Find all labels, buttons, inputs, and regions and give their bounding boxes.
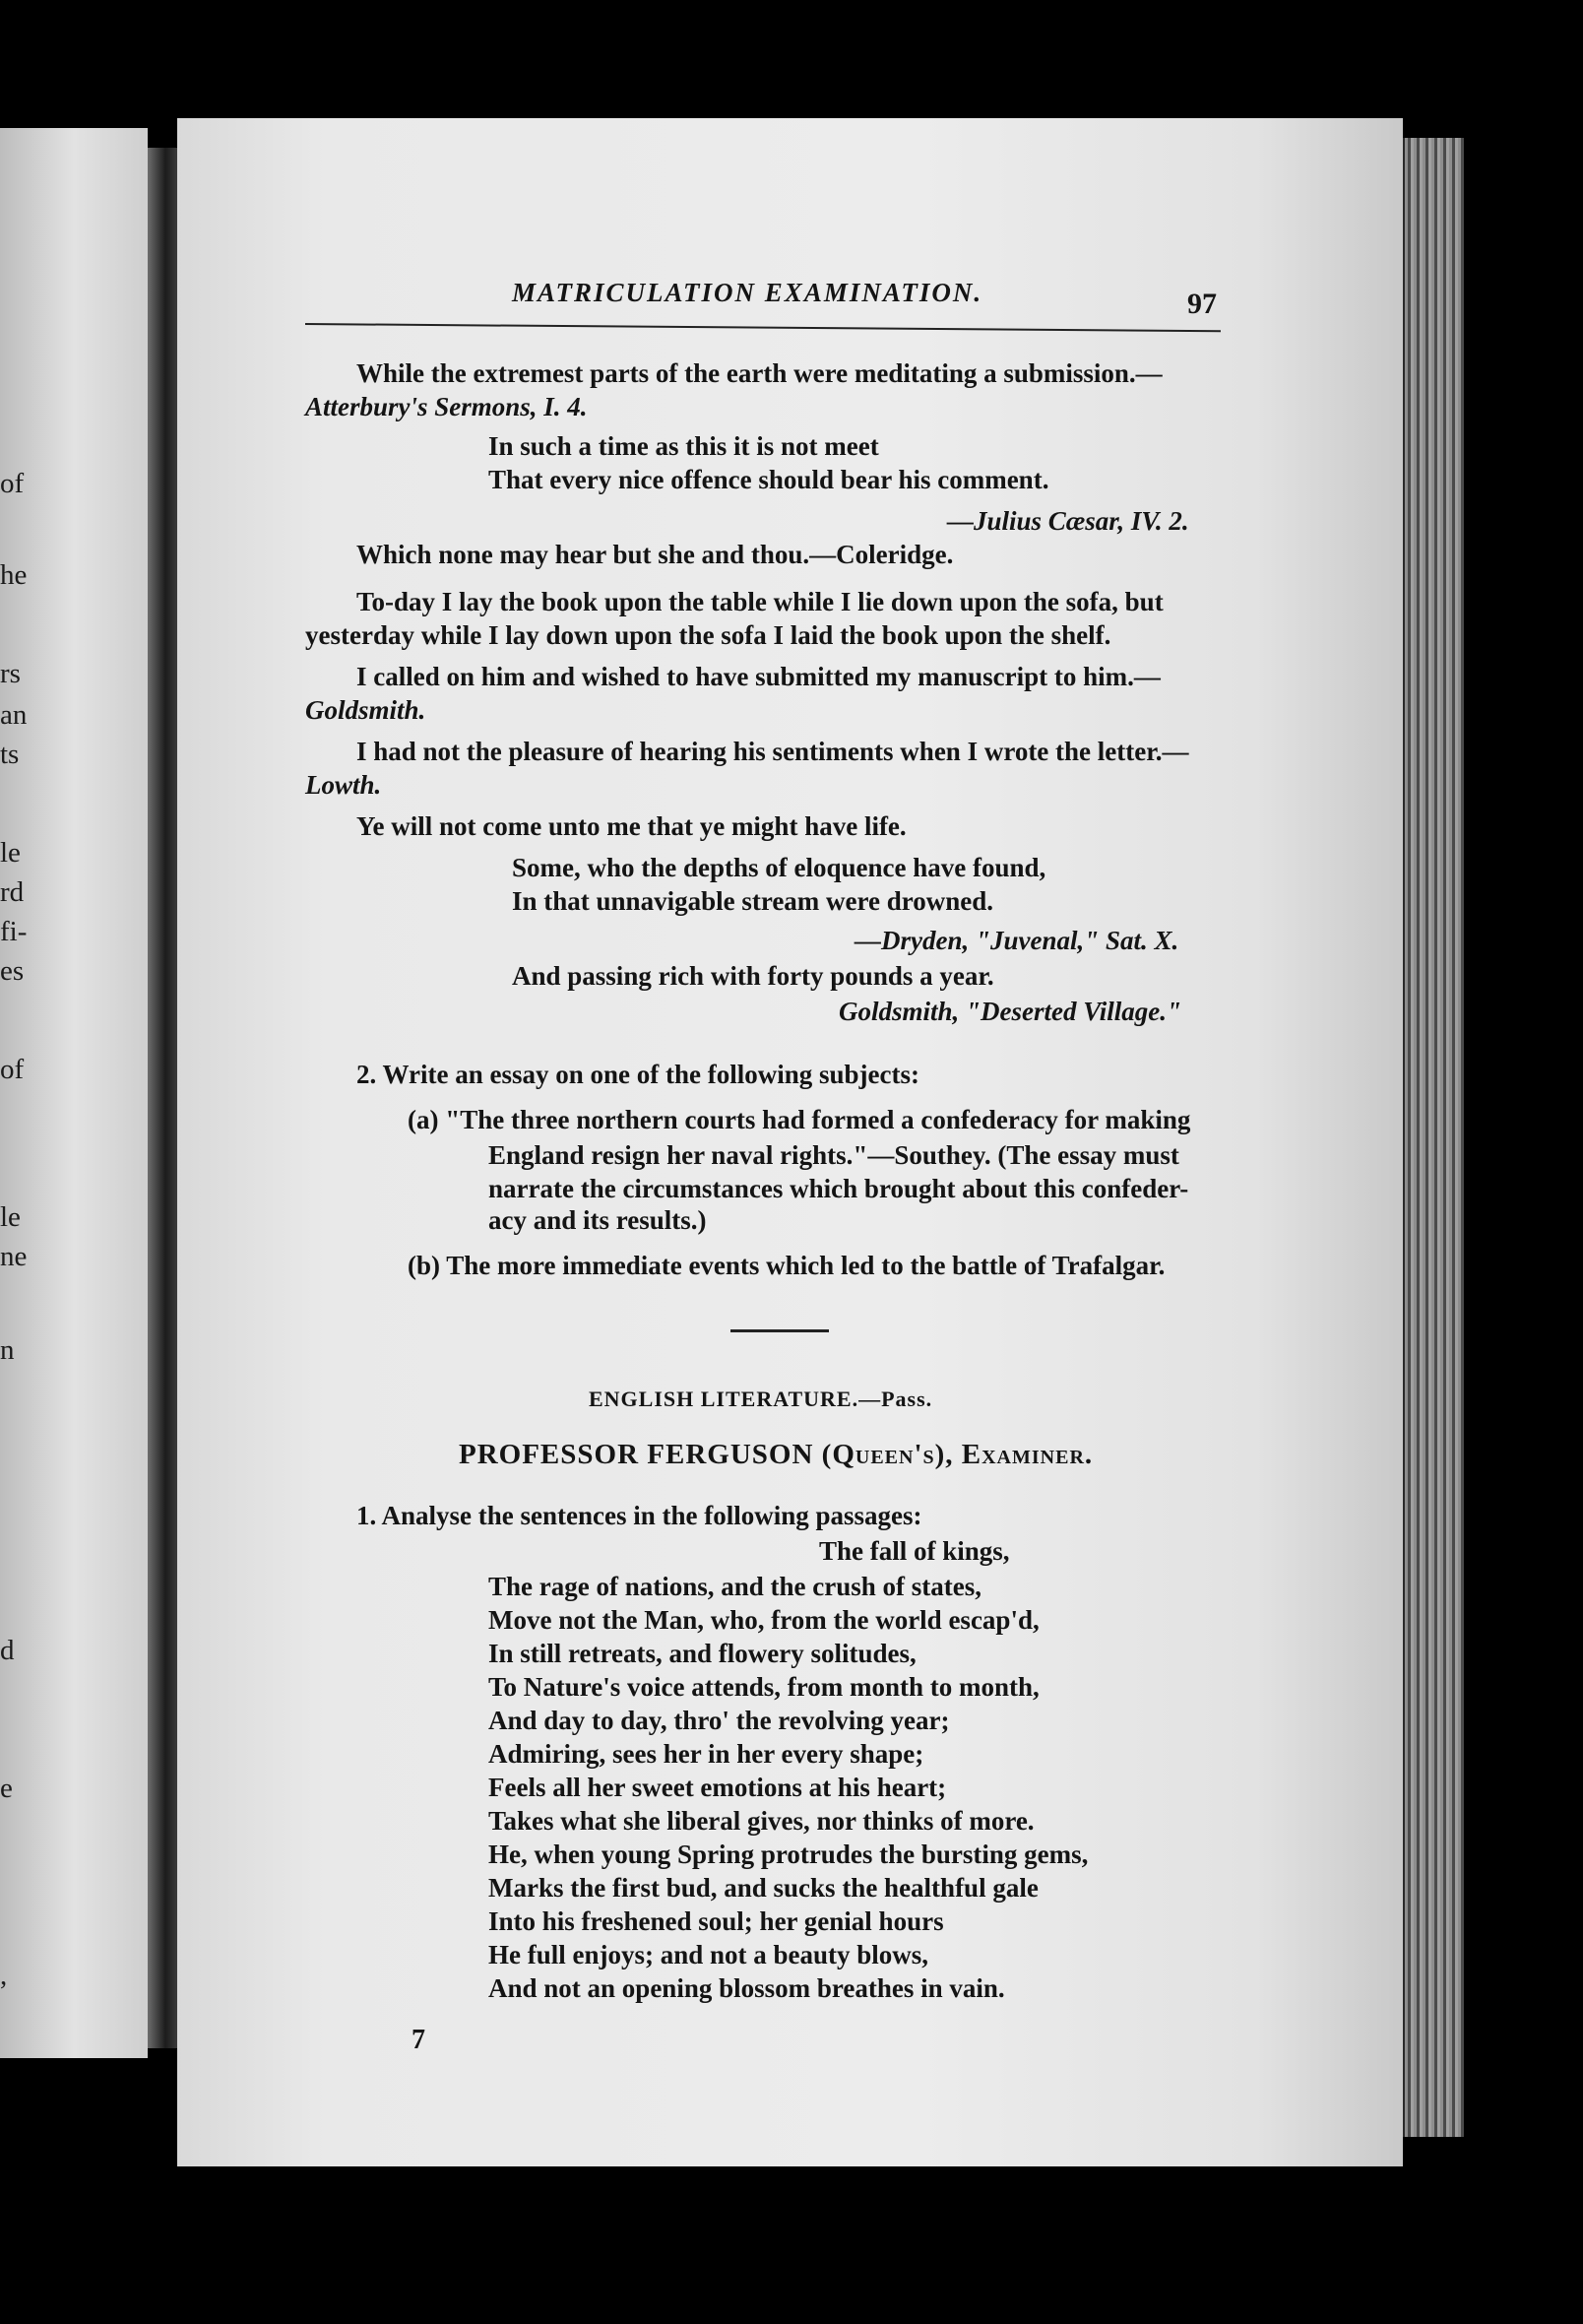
poem-line: The rage of nations, and the crush of states, (488, 1572, 982, 1601)
fragment: ts (0, 739, 20, 770)
fragment: , (0, 1960, 8, 1991)
quote-line: That every nice offence should bear his comment. (488, 465, 1049, 494)
quote-line: In such a time as this it is not meet (488, 431, 879, 461)
quote-line: Ye will not come unto me that ye might have life. (356, 811, 907, 841)
poem-line: In still retreats, and flowery solitudes, (488, 1639, 917, 1668)
quote-source: Goldsmith, "Deserted Village." (839, 997, 1181, 1026)
section-title: ENGLISH LITERATURE.—Pass. (589, 1387, 933, 1411)
poem-line: And day to day, thro' the revolving year; (488, 1706, 950, 1735)
poem-line: Takes what she liberal gives, nor thinks of more. (488, 1806, 1035, 1836)
quote-line: I called on him and wished to have submitted my manuscript to him.— (356, 662, 1161, 691)
fragment: d (0, 1635, 15, 1666)
question-2a-line: narrate the circumstances which brought about this confeder- (488, 1174, 1189, 1203)
fragment: e (0, 1773, 13, 1804)
quote-line: In that unnavigable stream were drowned. (512, 886, 994, 916)
running-head: MATRICULATION EXAMINATION. (512, 278, 983, 307)
quote-line: I had not the pleasure of hearing his sentiments when I wrote the letter.— (356, 737, 1189, 766)
fragment: n (0, 1334, 15, 1366)
fragment: le (0, 837, 21, 869)
question-2a-line: (a) "The three northern courts had formed a confederacy for making (408, 1105, 1191, 1134)
quote-line: Which none may hear but she and thou.—Coleridge. (356, 540, 954, 569)
quote-line: Goldsmith. (305, 695, 426, 725)
quote-line: Atterbury's Sermons, I. 4. (305, 392, 588, 421)
fragment: rs (0, 658, 21, 689)
examiner-line: PROFESSOR FERGUSON (Queen's), Examiner. (459, 1439, 1094, 1470)
previous-page-edge (0, 128, 148, 2058)
poem-line: Admiring, sees her in her every shape; (488, 1739, 924, 1769)
quote-source: —Julius Cæsar, IV. 2. (947, 506, 1189, 536)
quote-line: Lowth. (305, 770, 382, 800)
quote-line: While the extremest parts of the earth were meditating a submission.— (356, 358, 1163, 388)
fragment: fi- (0, 916, 28, 947)
poem-line: Feels all her sweet emotions at his heart; (488, 1773, 947, 1802)
poem-line: He, when young Spring protrudes the bursting gems, (488, 1840, 1089, 1869)
fragment: es (0, 955, 25, 987)
quote-line: Some, who the depths of eloquence have found, (512, 853, 1046, 882)
question-2-intro: 2. Write an essay on one of the following subjects: (356, 1060, 919, 1089)
poem-line: The fall of kings, (819, 1536, 1010, 1566)
fragment: an (0, 699, 28, 731)
question-2b: (b) The more immediate events which led to the battle of Trafalgar. (408, 1251, 1166, 1280)
fragment: he (0, 559, 28, 591)
quote-line: And passing rich with forty pounds a year. (512, 961, 994, 991)
page-edges (1403, 138, 1464, 2137)
poem-line: Move not the Man, who, from the world escap'd, (488, 1605, 1040, 1635)
book-gutter (148, 148, 177, 2048)
fragment: le (0, 1201, 21, 1233)
question-2a-line: acy and its results.) (488, 1205, 707, 1235)
fragment: rd (0, 876, 25, 908)
question-1-intro: 1. Analyse the sentences in the following passages: (356, 1501, 922, 1530)
question-2a-line: England resign her naval rights."—Southey. (The essay must (488, 1140, 1179, 1170)
poem-line: To Nature's voice attends, from month to month, (488, 1672, 1040, 1702)
quote-line: yesterday while I lay down upon the sofa I laid the book upon the shelf. (305, 620, 1111, 650)
poem-line: Into his freshened soul; her genial hours (488, 1906, 944, 1936)
quote-line: To-day I lay the book upon the table while I lie down upon the sofa, but (356, 587, 1164, 616)
fragment: of (0, 1054, 25, 1085)
section-rule (730, 1329, 829, 1332)
poem-line: And not an opening blossom breathes in vain. (488, 1973, 1005, 2003)
fragment: ne (0, 1241, 28, 1272)
page-number: 97 (1187, 288, 1217, 320)
quote-source: —Dryden, "Juvenal," Sat. X. (855, 926, 1179, 955)
poem-line: Marks the first bud, and sucks the healthful gale (488, 1873, 1039, 1903)
fragment: of (0, 468, 25, 499)
poem-line: He full enjoys; and not a beauty blows, (488, 1940, 929, 1969)
signature-mark: 7 (412, 2025, 425, 2055)
